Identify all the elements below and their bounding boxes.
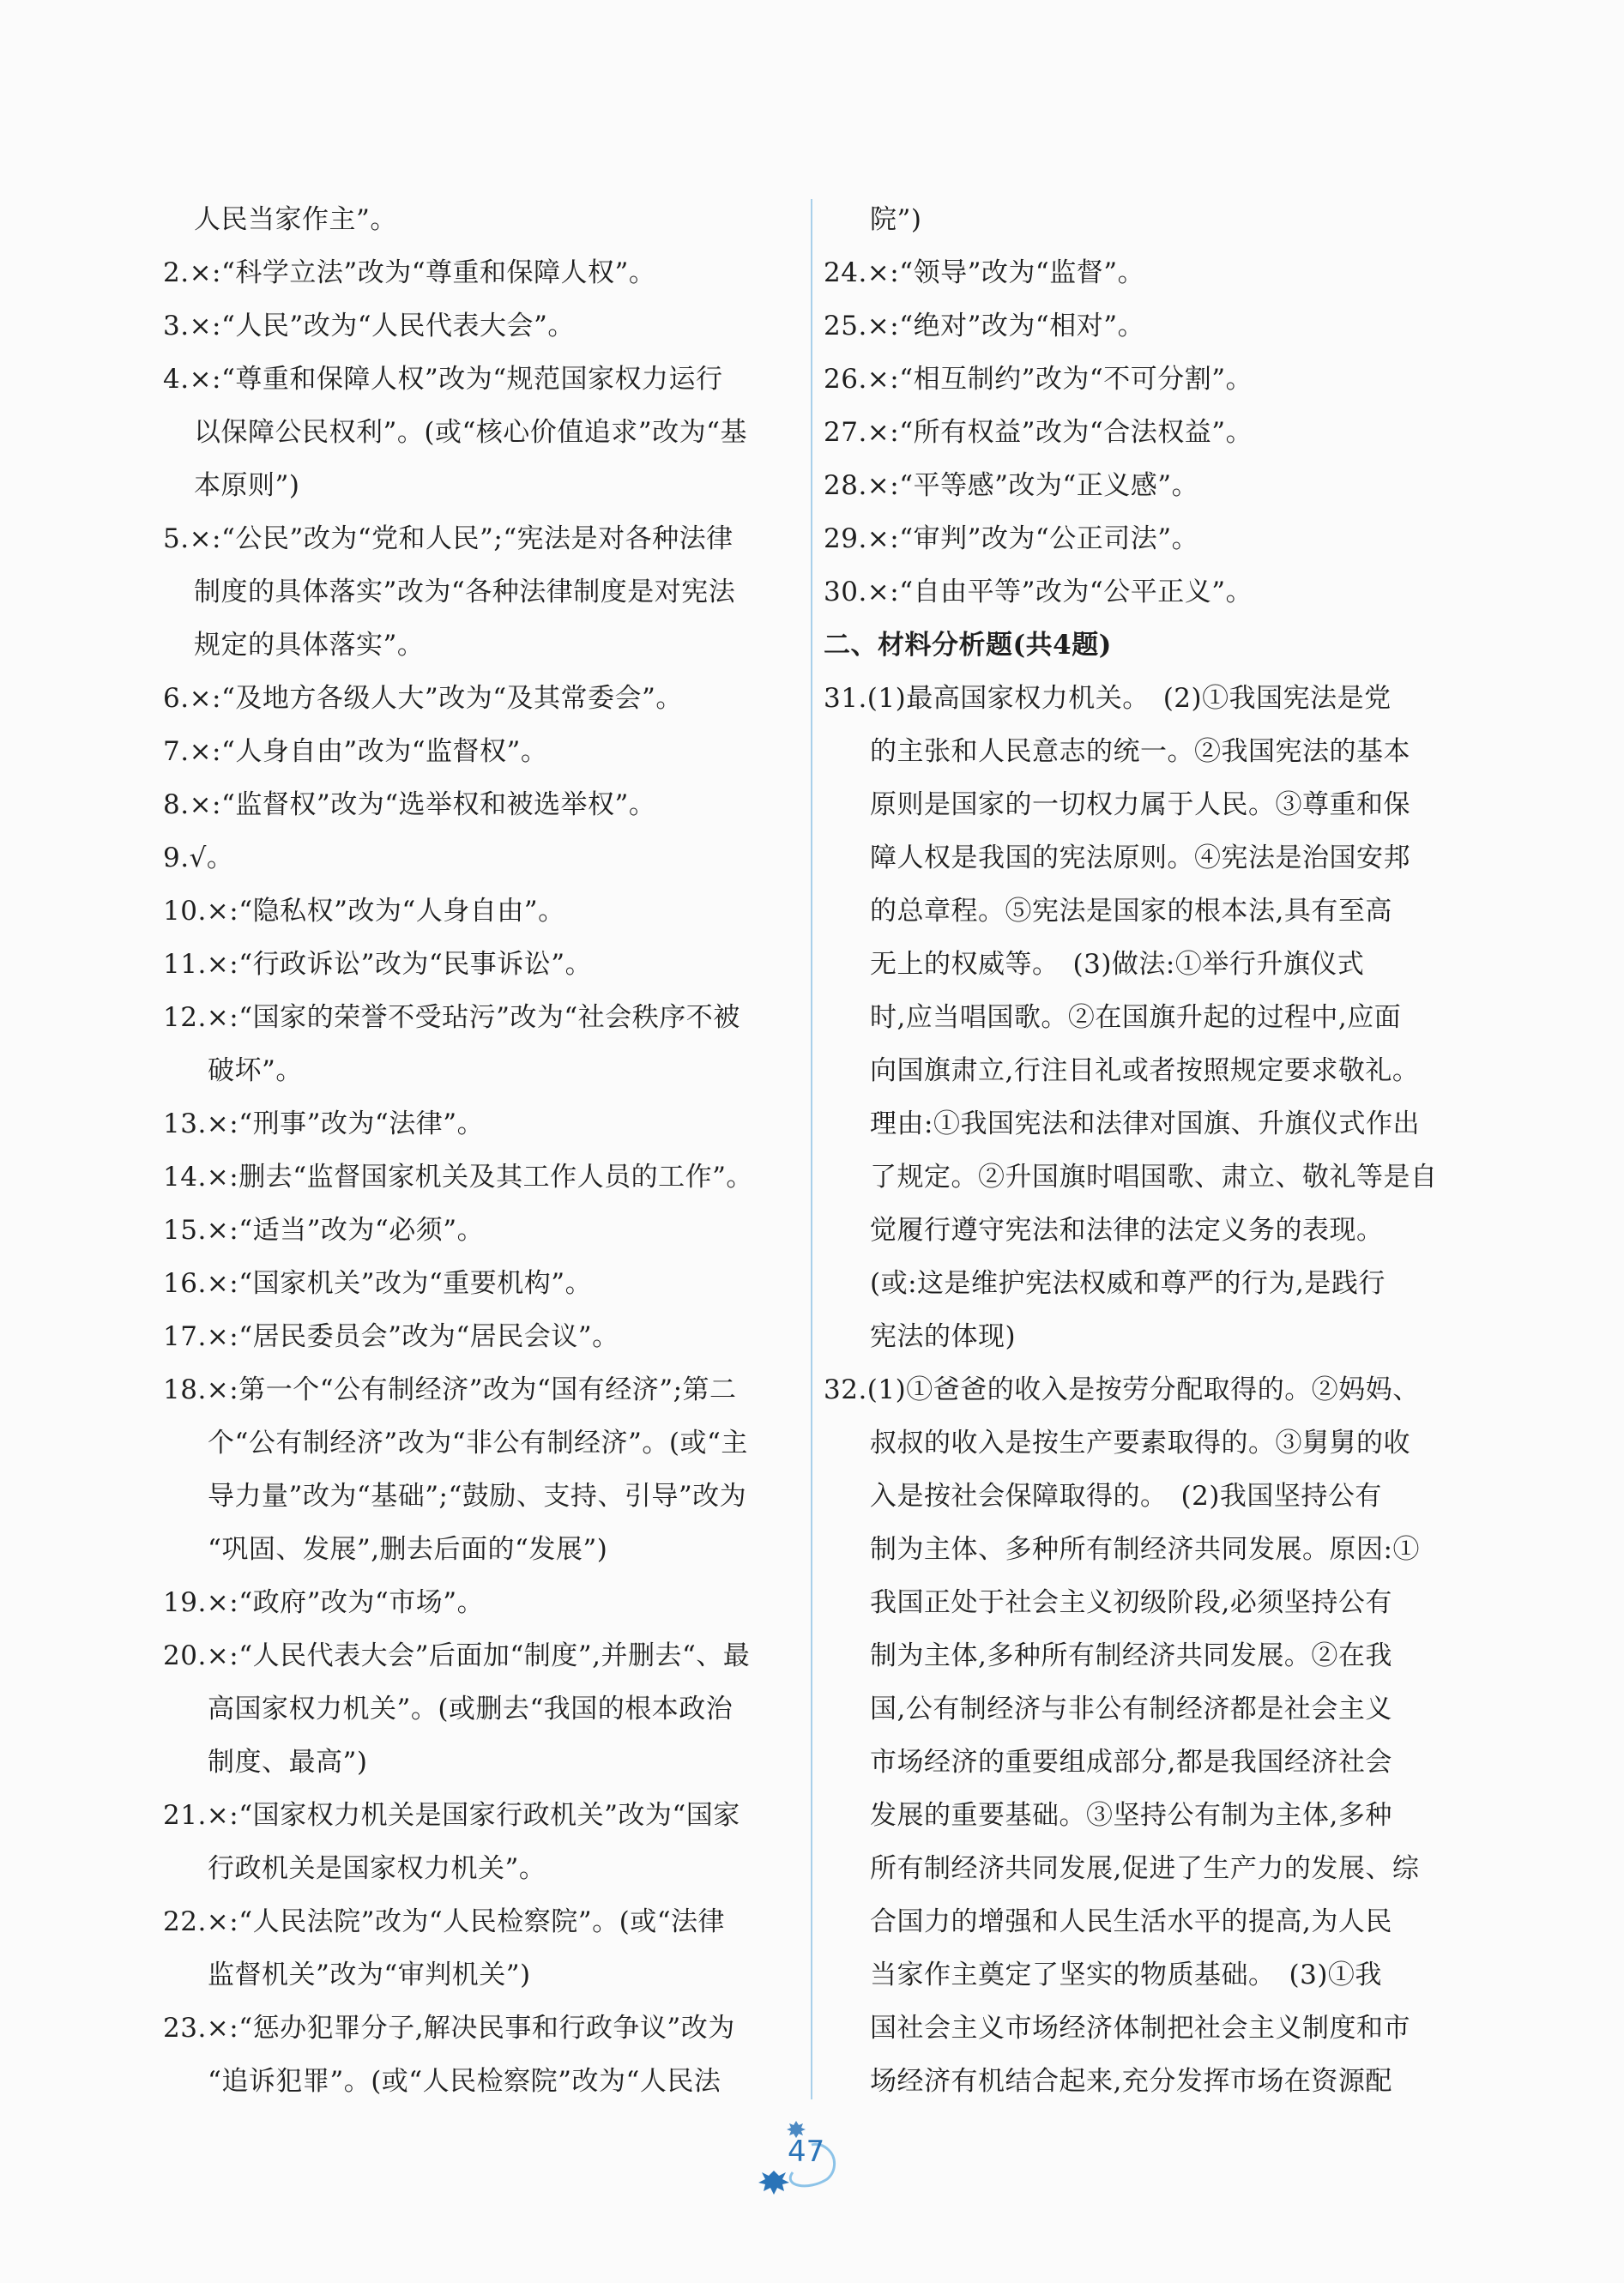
text-line: 破坏”。 [208, 1055, 303, 1086]
text-line: 当家作主奠定了坚实的物质基础。 (3)①我 [870, 1960, 1382, 1990]
text-line: 5.×:“公民”改为“党和人民”;“宪法是对各种法律 [163, 523, 734, 554]
text-line: “巩固、发展”,删去后面的“发展”) [208, 1534, 608, 1565]
text-line: 13.×:“刑事”改为“法律”。 [163, 1108, 485, 1139]
text-line: 规定的具体落实”。 [194, 630, 425, 661]
text-line: 30.×:“自由平等”改为“公平正义”。 [824, 577, 1253, 607]
text-line: 原则是国家的一切权力属于人民。③尊重和保 [870, 789, 1410, 820]
right-column [824, 193, 1460, 2108]
text-line: 发展的重要基础。③坚持公有制为主体,多种 [870, 1800, 1392, 1831]
text-line: (或:这是维护宪法权威和尊严的行为,是践行 [870, 1268, 1386, 1299]
text-line: 9.√。 [163, 843, 234, 873]
text-line: 觉履行遵守宪法和法律的法定义务的表现。 [870, 1215, 1384, 1246]
text-line: 场经济有机结合起来,充分发挥市场在资源配 [870, 2066, 1392, 2097]
text-line: 16.×:“国家机关”改为“重要机构”。 [163, 1268, 593, 1299]
text-line: 4.×:“尊重和保障人权”改为“规范国家权力运行 [163, 364, 723, 395]
text-line: 合国力的增强和人民生活水平的提高,为人民 [870, 1906, 1392, 1937]
text-line: 8.×:“监督权”改为“选举权和被选举权”。 [163, 789, 656, 820]
text-line: 26.×:“相互制约”改为“不可分割”。 [824, 364, 1253, 395]
text-line: 3.×:“人民”改为“人民代表大会”。 [163, 311, 575, 341]
text-line: 21.×:“国家权力机关是国家行政机关”改为“国家 [163, 1800, 740, 1831]
text-line: 个“公有制经济”改为“非公有制经济”。(或“主 [208, 1428, 748, 1459]
text-line: 10.×:“隐私权”改为“人身自由”。 [163, 896, 565, 927]
text-line: 行政机关是国家权力机关”。 [208, 1853, 546, 1884]
text-line: 制为主体、多种所有制经济共同发展。原因:① [870, 1534, 1420, 1565]
text-line: 的主张和人民意志的统一。②我国宪法的基本 [870, 736, 1410, 767]
text-line: 人民当家作主”。 [194, 204, 397, 235]
text-line: 28.×:“平等感”改为“正义感”。 [824, 470, 1199, 501]
text-line: 监督机关”改为“审判机关”) [208, 1960, 531, 1990]
text-line: 宪法的体现) [870, 1321, 1017, 1352]
text-line: 院”) [870, 204, 922, 235]
text-line: 无上的权威等。 (3)做法:①举行升旗仪式 [870, 949, 1365, 980]
text-line: 31.(1)最高国家权力机关。 (2)①我国宪法是党 [824, 683, 1392, 714]
text-line: 7.×:“人身自由”改为“监督权”。 [163, 736, 548, 767]
text-line: 导力量”改为“基础”;“鼓励、支持、引导”改为 [208, 1481, 747, 1512]
section-heading: 二、材料分析题(共4题) [824, 630, 1112, 661]
text-line: 6.×:“及地方各级人大”改为“及其常委会”。 [163, 683, 683, 714]
text-line: 我国正处于社会主义初级阶段,必须坚持公有 [870, 1587, 1392, 1618]
text-line: 入是按社会保障取得的。 (2)我国坚持公有 [870, 1481, 1382, 1512]
text-line: 本原则”) [194, 470, 300, 501]
left-column [163, 193, 798, 2108]
text-line: 11.×:“行政诉讼”改为“民事诉讼”。 [163, 949, 593, 980]
text-line: 22.×:“人民法院”改为“人民检察院”。(或“法律 [163, 1906, 726, 1937]
text-line: 20.×:“人民代表大会”后面加“制度”,并删去“、最 [163, 1640, 751, 1671]
text-line: 17.×:“居民委员会”改为“居民会议”。 [163, 1321, 619, 1352]
text-line: “追诉犯罪”。(或“人民检察院”改为“人民法 [208, 2066, 721, 2097]
page-number: 47 [788, 2135, 825, 2169]
text-line: 2.×:“科学立法”改为“尊重和保障人权”。 [163, 257, 656, 288]
text-line: 19.×:“政府”改为“市场”。 [163, 1587, 485, 1618]
text-line: 向国旗肃立,行注目礼或者按照规定要求敬礼。 [870, 1055, 1420, 1086]
text-line: 15.×:“适当”改为“必须”。 [163, 1215, 485, 1246]
text-line: 12.×:“国家的荣誉不受玷污”改为“社会秩序不被 [163, 1002, 740, 1033]
text-line: 制度的具体落实”改为“各种法律制度是对宪法 [194, 577, 736, 607]
text-line: 的总章程。⑤宪法是国家的根本法,具有至高 [870, 896, 1392, 927]
text-line: 市场经济的重要组成部分,都是我国经济社会 [870, 1747, 1392, 1778]
text-line: 32.(1)①爸爸的收入是按劳分配取得的。②妈妈、 [824, 1374, 1420, 1405]
text-line: 14.×:删去“监督国家机关及其工作人员的工作”。 [163, 1162, 753, 1193]
text-line: 国,公有制经济与非公有制经济都是社会主义 [870, 1694, 1392, 1724]
text-line: 24.×:“领导”改为“监督”。 [824, 257, 1145, 288]
text-line: 时,应当唱国歌。②在国旗升起的过程中,应面 [870, 1002, 1402, 1033]
text-line: 了规定。②升国旗时唱国歌、肃立、敬礼等是自 [870, 1162, 1438, 1193]
text-line: 以保障公民权利”。(或“核心价值追求”改为“基 [194, 417, 747, 448]
text-line: 制为主体,多种所有制经济共同发展。②在我 [870, 1640, 1392, 1671]
text-line: 27.×:“所有权益”改为“合法权益”。 [824, 417, 1253, 448]
text-line: 25.×:“绝对”改为“相对”。 [824, 311, 1145, 341]
text-line: 叔叔的收入是按生产要素取得的。③舅舅的收 [870, 1428, 1410, 1459]
text-line: 理由:①我国宪法和法律对国旗、升旗仪式作出 [870, 1108, 1420, 1139]
text-line: 高国家权力机关”。(或删去“我国的根本政治 [208, 1694, 734, 1724]
text-line: 18.×:第一个“公有制经济”改为“国有经济”;第二 [163, 1374, 737, 1405]
text-line: 23.×:“惩办犯罪分子,解决民事和行政争议”改为 [163, 2013, 735, 2044]
text-line: 制度、最高”) [208, 1747, 368, 1778]
text-line: 国社会主义市场经济体制把社会主义制度和市 [870, 2013, 1410, 2044]
text-line: 29.×:“审判”改为“公正司法”。 [824, 523, 1199, 554]
text-line: 所有制经济共同发展,促进了生产力的发展、综 [870, 1853, 1420, 1884]
column-divider [811, 199, 812, 2099]
page-number-badge [748, 2119, 842, 2198]
text-line: 障人权是我国的宪法原则。④宪法是治国安邦 [870, 843, 1410, 873]
